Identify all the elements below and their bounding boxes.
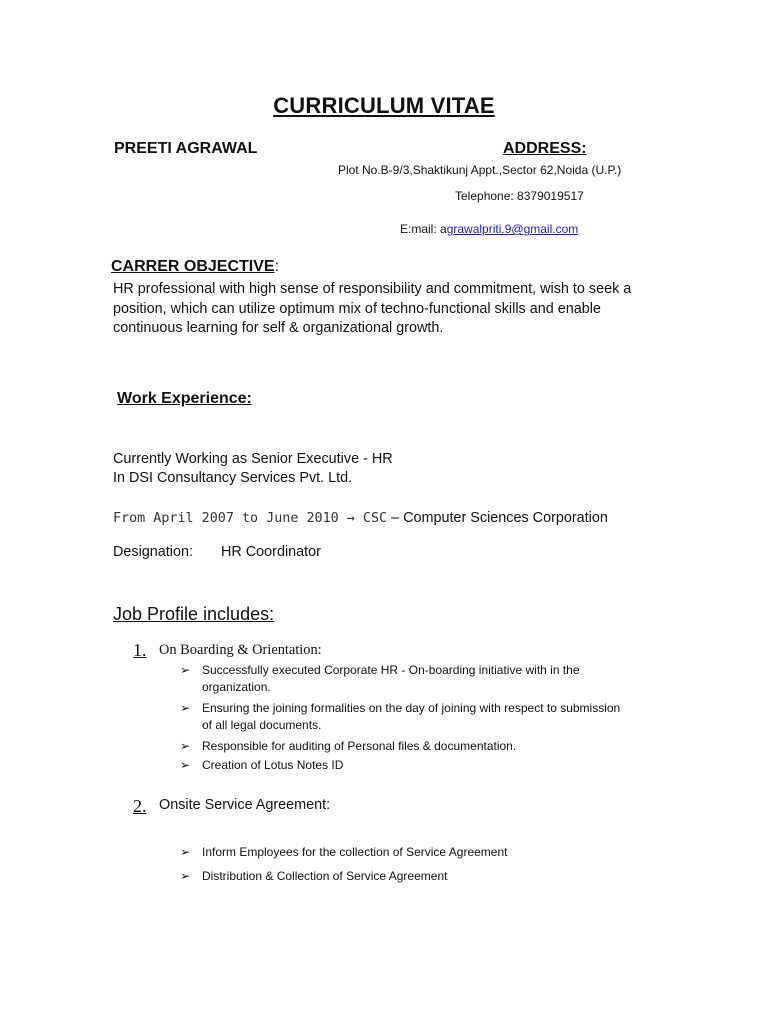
list-item-text: Inform Employees for the collection of Service Agreement — [202, 845, 508, 859]
email-link[interactable]: grawalpriti.9@gmail.com — [446, 222, 579, 236]
previous-job-line — [113, 509, 608, 527]
address-heading: ADDRESS: — [503, 140, 587, 157]
list-item — [180, 738, 630, 755]
list-item — [180, 662, 630, 696]
previous-job-period: From April 2007 to June 2010 → CSC — [113, 511, 388, 526]
job-profile-heading: Job Profile includes: — [113, 604, 275, 624]
document-title: CURRICULUM VITAE — [273, 93, 495, 118]
arrow-bullet-icon: ➢ — [180, 701, 191, 715]
section-number: 1. — [133, 640, 147, 660]
list-item — [180, 844, 630, 861]
list-item — [180, 757, 630, 774]
objective-body: HR professional with high sense of responsibility and commitment, wish to seek a position, which can utilize optimum mix of techno-functional skills and enable continuous learning for self & organizational growth. — [113, 281, 632, 336]
list-item-text: Distribution & Collection of Service Agreement — [202, 869, 448, 883]
objective-heading-colon: : — [274, 258, 280, 275]
list-item — [180, 700, 630, 734]
address-line: Plot No.B-9/3,Shaktikunj Appt.,Sector 62,Noida (U.P.) — [338, 163, 622, 177]
section-number: 2. — [133, 796, 147, 816]
arrow-bullet-icon: ➢ — [180, 845, 191, 859]
email-prefix: E:mail: a — [400, 222, 447, 236]
objective-heading-text: CARRER OBJECTIVE — [111, 258, 275, 275]
arrow-bullet-icon: ➢ — [180, 663, 191, 677]
arrow-bullet-icon: ➢ — [180, 758, 191, 772]
work-experience-heading: Work Experience: — [117, 390, 252, 407]
list-item-text: Ensuring the joining formalities on the day of joining with respect to submission of all legal documents. — [202, 701, 621, 732]
current-job-line-1: Currently Working as Senior Executive - HR — [113, 451, 393, 467]
previous-job-company: – Computer Sciences Corporation — [387, 510, 608, 526]
section-title: Onsite Service Agreement: — [159, 797, 331, 813]
objective-heading — [111, 258, 279, 276]
arrow-bullet-icon: ➢ — [180, 739, 191, 753]
email-line — [400, 222, 578, 236]
list-item-text: Successfully executed Corporate HR - On-boarding initiative with in the organization. — [202, 663, 580, 694]
designation-value: HR Coordinator — [221, 544, 321, 560]
telephone-line: Telephone: 8379019517 — [455, 189, 584, 203]
section-title: On Boarding & Orientation: — [159, 642, 322, 658]
list-item — [180, 868, 630, 885]
arrow-bullet-icon: ➢ — [180, 869, 191, 883]
designation-label: Designation: — [113, 544, 193, 560]
list-item-text: Responsible for auditing of Personal files & documentation. — [202, 739, 517, 753]
candidate-name: PREETI AGRAWAL — [114, 140, 258, 157]
list-item-text: Creation of Lotus Notes ID — [202, 758, 344, 772]
current-job-line-2: In DSI Consultancy Services Pvt. Ltd. — [113, 470, 353, 486]
